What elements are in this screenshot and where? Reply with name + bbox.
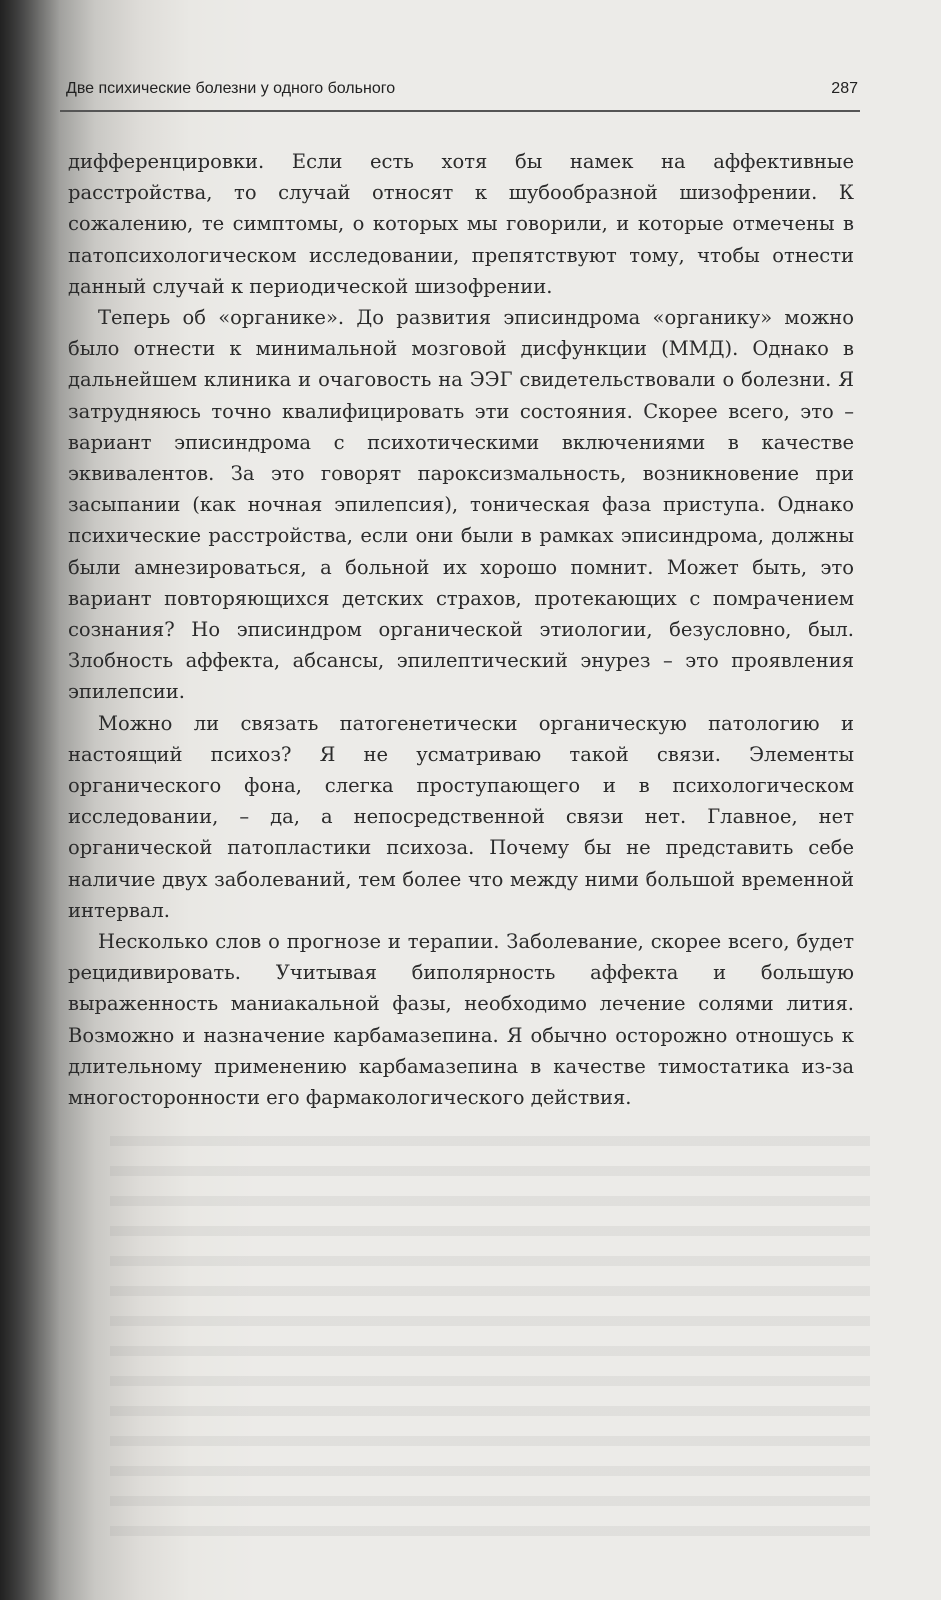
binding-shadow [0,0,60,1600]
page-number: 287 [831,80,858,97]
running-title: Две психические болезни у одного больного [66,80,396,97]
show-through-text [110,1120,870,1550]
paragraph-3: Можно ли связать патогенетически органическую патологию и настоящий психоз? Я не усматриваю такой связи. Элементы органического фона, слегка проступающего и в психологическом исследовании, – да, а непосредственной связи нет. Главное, нет органической патопластики психоза. Почему бы не представить себе наличие двух заболеваний, тем более что между ними большой временной интервал. [68,711,854,922]
paragraph-1: дифференцировки. Если есть хотя бы намек на аффективные расстройства, то случай относят к шубообразной шизофрении. К сожалению, те симптомы, о которых мы говорили, и которые отмечены в патопсихологическом исследовании, препятствуют тому, чтобы отнести данный случай к периодической шизофрении. [68,150,854,298]
paragraph-2: Теперь об «органике». До развития эписиндрома «органику» можно было отнести к минимальной мозговой дисфункции (ММД). Однако в дальнейшем клиника и очаговость на ЭЭГ свидетельствовали о болезни. Я затрудняюсь точно квалифицировать эти состояния. Скорее всего, это – вариант эписиндрома с психотическими включениями в качестве эквивалентов. За это говорят пароксизмальность, возникновение при засыпании (как ночная эпилепсия), тоническая фаза приступа. Однако психические расстройства, если они были в рамках эписиндрома, должны были амнезироваться, а больной их хорошо помнит. Может быть, это вариант повторяющихся детских страхов, протекающих с помрачением сознания? Но эписиндром органической этиологии, безусловно, был. Злобность аффекта, абсансы, эпилептический энурез – это проявления эпилепсии. [68,306,854,704]
running-header [60,70,860,112]
body-text [68,146,854,1113]
paragraph-4: Несколько слов о прогнозе и терапии. Заболевание, скорее всего, будет рецидивировать. Учитывая биполярность аффекта и большую выраженность маниакальной фазы, необходимо лечение солями лития. Возможно и назначение карбамазепина. Я обычно осторожно отношусь к длительному применению карбамазепина в качестве тимостатика из-за многосторонности его фармакологического действия. [68,930,854,1110]
